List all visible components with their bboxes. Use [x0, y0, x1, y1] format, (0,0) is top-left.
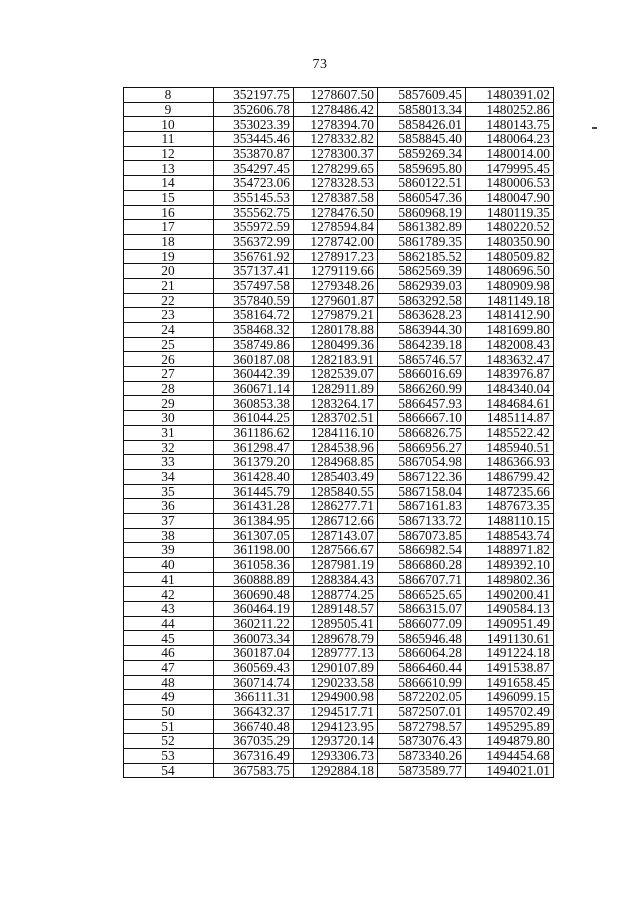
point-number-cell: 17	[124, 220, 214, 235]
table-row	[124, 748, 554, 763]
coordinate-cell: 1491658.45	[466, 675, 554, 690]
table-row	[124, 278, 554, 293]
coordinate-cell: 366432.37	[214, 704, 294, 719]
coordinate-cell: 1495702.49	[466, 704, 554, 719]
coordinate-cell: 357497.58	[214, 278, 294, 293]
table-row	[124, 220, 554, 235]
coordinate-cell: 358749.86	[214, 337, 294, 352]
point-number-cell: 13	[124, 161, 214, 176]
table-row	[124, 176, 554, 191]
point-number-cell: 34	[124, 469, 214, 484]
coordinate-cell: 1284968.85	[294, 455, 378, 470]
coordinate-cell: 1288384.43	[294, 572, 378, 587]
point-number-cell: 38	[124, 528, 214, 543]
coordinate-cell: 5866956.27	[378, 440, 466, 455]
coordinate-cell: 1283702.51	[294, 411, 378, 426]
point-number-cell: 19	[124, 249, 214, 264]
coordinate-cell: 5866016.69	[378, 367, 466, 382]
point-number-cell: 46	[124, 646, 214, 661]
table-row	[124, 337, 554, 352]
coordinate-cell: 1481699.80	[466, 323, 554, 338]
coordinate-cell: 5866610.99	[378, 675, 466, 690]
coordinate-cell: 352197.75	[214, 88, 294, 103]
coordinate-cell: 1484340.04	[466, 381, 554, 396]
table-row	[124, 704, 554, 719]
coordinate-cell: 1485114.87	[466, 411, 554, 426]
coordinate-cell: 1489392.10	[466, 558, 554, 573]
coordinate-cell: 361445.79	[214, 484, 294, 499]
point-number-cell: 21	[124, 278, 214, 293]
coordinate-cell: 1483976.87	[466, 367, 554, 382]
coordinate-cell: 1282539.07	[294, 367, 378, 382]
coordinate-cell: 5872507.01	[378, 704, 466, 719]
coordinate-cell: 1480047.90	[466, 190, 554, 205]
coordinate-cell: 5866667.10	[378, 411, 466, 426]
point-number-cell: 24	[124, 323, 214, 338]
coordinate-cell: 1491224.18	[466, 646, 554, 661]
point-number-cell: 39	[124, 543, 214, 558]
table-row	[124, 484, 554, 499]
table-row	[124, 293, 554, 308]
coordinate-cell: 5872202.05	[378, 690, 466, 705]
coordinate-cell: 5873340.26	[378, 748, 466, 763]
margin-mark	[592, 127, 597, 129]
coordinate-cell: 1278387.58	[294, 190, 378, 205]
coordinate-cell: 360187.08	[214, 352, 294, 367]
coordinate-cell: 1480350.90	[466, 234, 554, 249]
point-number-cell: 44	[124, 616, 214, 631]
table-row	[124, 734, 554, 749]
coordinate-cell: 358468.32	[214, 323, 294, 338]
coordinate-cell: 1487673.35	[466, 499, 554, 514]
table-row	[124, 616, 554, 631]
coordinate-cell: 1480220.52	[466, 220, 554, 235]
coordinate-cell: 360690.48	[214, 587, 294, 602]
point-number-cell: 53	[124, 748, 214, 763]
point-number-cell: 29	[124, 396, 214, 411]
coordinate-cell: 1278486.42	[294, 102, 378, 117]
coordinate-cell: 1480391.02	[466, 88, 554, 103]
point-number-cell: 45	[124, 631, 214, 646]
coordinate-cell: 360211.22	[214, 616, 294, 631]
coordinate-cell: 356372.99	[214, 234, 294, 249]
point-number-cell: 14	[124, 176, 214, 191]
coordinate-cell: 1284538.96	[294, 440, 378, 455]
coordinate-cell: 1294123.95	[294, 719, 378, 734]
coordinate-cell: 361298.47	[214, 440, 294, 455]
point-number-cell: 11	[124, 132, 214, 147]
coordinate-cell: 1480119.35	[466, 205, 554, 220]
table-row	[124, 675, 554, 690]
coordinate-cell: 366111.31	[214, 690, 294, 705]
coordinate-cell: 1480014.00	[466, 146, 554, 161]
coordinate-cell: 1285840.55	[294, 484, 378, 499]
coordinate-cell: 361384.95	[214, 513, 294, 528]
point-number-cell: 47	[124, 660, 214, 675]
coordinate-cell: 1484684.61	[466, 396, 554, 411]
table-row	[124, 205, 554, 220]
coordinate-cell: 1485940.51	[466, 440, 554, 455]
coordinate-cell: 5862939.03	[378, 278, 466, 293]
coordinate-cell: 1278394.70	[294, 117, 378, 132]
coordinate-cell: 5866315.07	[378, 602, 466, 617]
table-row	[124, 558, 554, 573]
table-row	[124, 132, 554, 147]
coordinate-cell: 1286712.66	[294, 513, 378, 528]
coordinate-cell: 1288774.25	[294, 587, 378, 602]
coordinate-cell: 361379.20	[214, 455, 294, 470]
coordinate-cell: 360888.89	[214, 572, 294, 587]
coordinate-cell: 5867158.04	[378, 484, 466, 499]
table-row	[124, 88, 554, 103]
coordinate-cell: 5865746.57	[378, 352, 466, 367]
point-number-cell: 30	[124, 411, 214, 426]
coordinate-cell: 360714.74	[214, 675, 294, 690]
coordinate-cell: 5866525.65	[378, 587, 466, 602]
coordinate-cell: 353445.46	[214, 132, 294, 147]
point-number-cell: 37	[124, 513, 214, 528]
table-row	[124, 543, 554, 558]
coordinate-cell: 5857609.45	[378, 88, 466, 103]
coordinate-cell: 353870.87	[214, 146, 294, 161]
page-number: 73	[312, 57, 328, 72]
coordinate-cell: 1279601.87	[294, 293, 378, 308]
coordinate-cell: 1282911.89	[294, 381, 378, 396]
coordinate-cell: 360853.38	[214, 396, 294, 411]
coordinate-cell: 361198.00	[214, 543, 294, 558]
coordinate-cell: 1278332.82	[294, 132, 378, 147]
coordinate-cell: 5867133.72	[378, 513, 466, 528]
coordinate-cell: 5867073.85	[378, 528, 466, 543]
coordinate-cell: 5859269.34	[378, 146, 466, 161]
table-row	[124, 440, 554, 455]
coordinate-cell: 1480064.23	[466, 132, 554, 147]
coordinate-cell: 5867122.36	[378, 469, 466, 484]
table-row	[124, 690, 554, 705]
point-number-cell: 10	[124, 117, 214, 132]
coordinate-cell: 1286277.71	[294, 499, 378, 514]
table-row	[124, 602, 554, 617]
coordinate-cell: 5860547.36	[378, 190, 466, 205]
coordinate-cell: 1279879.21	[294, 308, 378, 323]
point-number-cell: 52	[124, 734, 214, 749]
coordinate-cell: 1280178.88	[294, 323, 378, 338]
coordinate-cell: 1279348.26	[294, 278, 378, 293]
point-number-cell: 31	[124, 425, 214, 440]
coordinate-cell: 360187.04	[214, 646, 294, 661]
coordinate-cell: 354297.45	[214, 161, 294, 176]
table-row	[124, 499, 554, 514]
coordinate-cell: 1491130.61	[466, 631, 554, 646]
coordinate-cell: 1480696.50	[466, 264, 554, 279]
coordinate-cell: 367316.49	[214, 748, 294, 763]
coordinate-cell: 1282183.91	[294, 352, 378, 367]
coordinate-cell: 1480143.75	[466, 117, 554, 132]
coordinate-cell: 1287143.07	[294, 528, 378, 543]
coordinate-cell: 1480006.53	[466, 176, 554, 191]
point-number-cell: 9	[124, 102, 214, 117]
coordinate-cell: 1488971.82	[466, 543, 554, 558]
coordinates-table	[123, 87, 554, 778]
point-number-cell: 8	[124, 88, 214, 103]
coordinate-cell: 360569.43	[214, 660, 294, 675]
coordinate-cell: 355972.59	[214, 220, 294, 235]
point-number-cell: 22	[124, 293, 214, 308]
coordinate-cell: 1287981.19	[294, 558, 378, 573]
point-number-cell: 15	[124, 190, 214, 205]
coordinate-cell: 361428.40	[214, 469, 294, 484]
coordinate-cell: 5867054.98	[378, 455, 466, 470]
coordinate-cell: 1482008.43	[466, 337, 554, 352]
coordinate-cell: 5862569.39	[378, 264, 466, 279]
coordinate-cell: 366740.48	[214, 719, 294, 734]
coordinate-cell: 1489802.36	[466, 572, 554, 587]
table-row	[124, 469, 554, 484]
coordinate-cell: 5866260.99	[378, 381, 466, 396]
point-number-cell: 54	[124, 763, 214, 778]
point-number-cell: 43	[124, 602, 214, 617]
table-row	[124, 117, 554, 132]
coordinate-cell: 357840.59	[214, 293, 294, 308]
table-row	[124, 161, 554, 176]
table-row	[124, 264, 554, 279]
coordinate-cell: 1279119.66	[294, 264, 378, 279]
coordinate-cell: 1485522.42	[466, 425, 554, 440]
coordinate-cell: 352606.78	[214, 102, 294, 117]
coordinate-cell: 1278594.84	[294, 220, 378, 235]
coordinate-cell: 5863628.23	[378, 308, 466, 323]
coordinate-cell: 1480252.86	[466, 102, 554, 117]
coordinate-cell: 1280499.36	[294, 337, 378, 352]
coordinate-cell: 1480909.98	[466, 278, 554, 293]
point-number-cell: 36	[124, 499, 214, 514]
coordinate-cell: 1491538.87	[466, 660, 554, 675]
table-row	[124, 528, 554, 543]
coordinate-cell: 1290107.89	[294, 660, 378, 675]
coordinate-cell: 367583.75	[214, 763, 294, 778]
coordinate-cell: 1480509.82	[466, 249, 554, 264]
coordinate-cell: 5858013.34	[378, 102, 466, 117]
point-number-cell: 50	[124, 704, 214, 719]
coordinate-cell: 5862185.52	[378, 249, 466, 264]
point-number-cell: 26	[124, 352, 214, 367]
coordinate-cell: 1479995.45	[466, 161, 554, 176]
coordinate-cell: 1294517.71	[294, 704, 378, 719]
coordinate-cell: 5861382.89	[378, 220, 466, 235]
coordinate-cell: 5861789.35	[378, 234, 466, 249]
coordinate-cell: 355145.53	[214, 190, 294, 205]
coordinate-cell: 354723.06	[214, 176, 294, 191]
point-number-cell: 18	[124, 234, 214, 249]
coordinate-cell: 1278607.50	[294, 88, 378, 103]
coordinate-cell: 1490951.49	[466, 616, 554, 631]
coordinate-cell: 361431.28	[214, 499, 294, 514]
table-row	[124, 308, 554, 323]
coordinate-cell: 360073.34	[214, 631, 294, 646]
coordinate-cell: 5866826.75	[378, 425, 466, 440]
coordinate-cell: 360464.19	[214, 602, 294, 617]
coordinate-cell: 1278917.23	[294, 249, 378, 264]
table-row	[124, 367, 554, 382]
table-row	[124, 190, 554, 205]
coordinate-cell: 1494879.80	[466, 734, 554, 749]
coordinate-cell: 1278476.50	[294, 205, 378, 220]
coordinate-cell: 5866860.28	[378, 558, 466, 573]
coordinate-cell: 367035.29	[214, 734, 294, 749]
table-row	[124, 396, 554, 411]
coordinate-cell: 1481412.90	[466, 308, 554, 323]
table-row	[124, 323, 554, 338]
coordinate-cell: 5873076.43	[378, 734, 466, 749]
table-row	[124, 411, 554, 426]
coordinate-cell: 361058.36	[214, 558, 294, 573]
point-number-cell: 35	[124, 484, 214, 499]
coordinate-cell: 1494021.01	[466, 763, 554, 778]
coordinate-cell: 1490200.41	[466, 587, 554, 602]
coordinate-cell: 1290233.58	[294, 675, 378, 690]
table-row	[124, 102, 554, 117]
point-number-cell: 48	[124, 675, 214, 690]
point-number-cell: 49	[124, 690, 214, 705]
coordinate-cell: 5860122.51	[378, 176, 466, 191]
coordinate-cell: 1289505.41	[294, 616, 378, 631]
table-row	[124, 425, 554, 440]
coordinate-cell: 1292884.18	[294, 763, 378, 778]
coordinate-cell: 1293720.14	[294, 734, 378, 749]
coordinate-cell: 1289148.57	[294, 602, 378, 617]
coordinate-cell: 1494454.68	[466, 748, 554, 763]
point-number-cell: 41	[124, 572, 214, 587]
coordinate-cell: 355562.75	[214, 205, 294, 220]
coordinate-cell: 1278299.65	[294, 161, 378, 176]
table-row	[124, 660, 554, 675]
point-number-cell: 51	[124, 719, 214, 734]
coordinate-cell: 5863944.30	[378, 323, 466, 338]
table-row	[124, 572, 554, 587]
coordinate-cell: 1483632.47	[466, 352, 554, 367]
point-number-cell: 42	[124, 587, 214, 602]
point-number-cell: 40	[124, 558, 214, 573]
coordinate-cell: 5858845.40	[378, 132, 466, 147]
coordinate-cell: 1495295.89	[466, 719, 554, 734]
coordinate-cell: 361307.05	[214, 528, 294, 543]
coordinate-cell: 1284116.10	[294, 425, 378, 440]
coordinate-cell: 1486366.93	[466, 455, 554, 470]
coordinate-cell: 1289777.13	[294, 646, 378, 661]
table-row	[124, 352, 554, 367]
coordinate-cell: 5864239.18	[378, 337, 466, 352]
point-number-cell: 12	[124, 146, 214, 161]
coordinate-cell: 5872798.57	[378, 719, 466, 734]
table-row	[124, 513, 554, 528]
table-row	[124, 719, 554, 734]
table-row	[124, 631, 554, 646]
table-row	[124, 455, 554, 470]
coordinate-cell: 361044.25	[214, 411, 294, 426]
coordinate-cell: 356761.92	[214, 249, 294, 264]
table-row	[124, 587, 554, 602]
point-number-cell: 33	[124, 455, 214, 470]
point-number-cell: 25	[124, 337, 214, 352]
table-row	[124, 234, 554, 249]
coordinate-cell: 353023.39	[214, 117, 294, 132]
point-number-cell: 27	[124, 367, 214, 382]
coordinate-cell: 1490584.13	[466, 602, 554, 617]
coordinate-cell: 1293306.73	[294, 748, 378, 763]
point-number-cell: 20	[124, 264, 214, 279]
coordinate-cell: 1283264.17	[294, 396, 378, 411]
coordinate-cell: 5866077.09	[378, 616, 466, 631]
coordinate-cell: 1287566.67	[294, 543, 378, 558]
coordinate-cell: 5866982.54	[378, 543, 466, 558]
coordinate-cell: 5858426.01	[378, 117, 466, 132]
coordinate-cell: 357137.41	[214, 264, 294, 279]
point-number-cell: 32	[124, 440, 214, 455]
coordinate-cell: 360671.14	[214, 381, 294, 396]
coordinate-cell: 5866064.28	[378, 646, 466, 661]
coordinate-cell: 1488543.74	[466, 528, 554, 543]
point-number-cell: 16	[124, 205, 214, 220]
table-row	[124, 646, 554, 661]
table-row	[124, 146, 554, 161]
coordinate-cell: 1278300.37	[294, 146, 378, 161]
coordinate-cell: 1278742.00	[294, 234, 378, 249]
table-row	[124, 381, 554, 396]
point-number-cell: 23	[124, 308, 214, 323]
coordinate-cell: 1278328.53	[294, 176, 378, 191]
coordinate-cell: 5863292.58	[378, 293, 466, 308]
coordinate-cell: 1496099.15	[466, 690, 554, 705]
coordinate-cell: 5866707.71	[378, 572, 466, 587]
coordinate-cell: 5873589.77	[378, 763, 466, 778]
coordinate-cell: 1487235.66	[466, 484, 554, 499]
coordinate-cell: 361186.62	[214, 425, 294, 440]
coordinate-cell: 358164.72	[214, 308, 294, 323]
coordinate-cell: 1486799.42	[466, 469, 554, 484]
table-row	[124, 249, 554, 264]
coordinate-cell: 1488110.15	[466, 513, 554, 528]
coordinate-cell: 5867161.83	[378, 499, 466, 514]
coordinate-cell: 5859695.80	[378, 161, 466, 176]
coordinate-cell: 5860968.19	[378, 205, 466, 220]
coordinate-cell: 1285403.49	[294, 469, 378, 484]
coordinate-cell: 1289678.79	[294, 631, 378, 646]
coordinate-cell: 360442.39	[214, 367, 294, 382]
coordinate-cell: 1294900.98	[294, 690, 378, 705]
coordinate-cell: 5865946.48	[378, 631, 466, 646]
coordinate-cell: 5866460.44	[378, 660, 466, 675]
coordinate-cell: 1481149.18	[466, 293, 554, 308]
coordinate-cell: 5866457.93	[378, 396, 466, 411]
point-number-cell: 28	[124, 381, 214, 396]
table-row	[124, 763, 554, 778]
table-body	[124, 88, 554, 778]
